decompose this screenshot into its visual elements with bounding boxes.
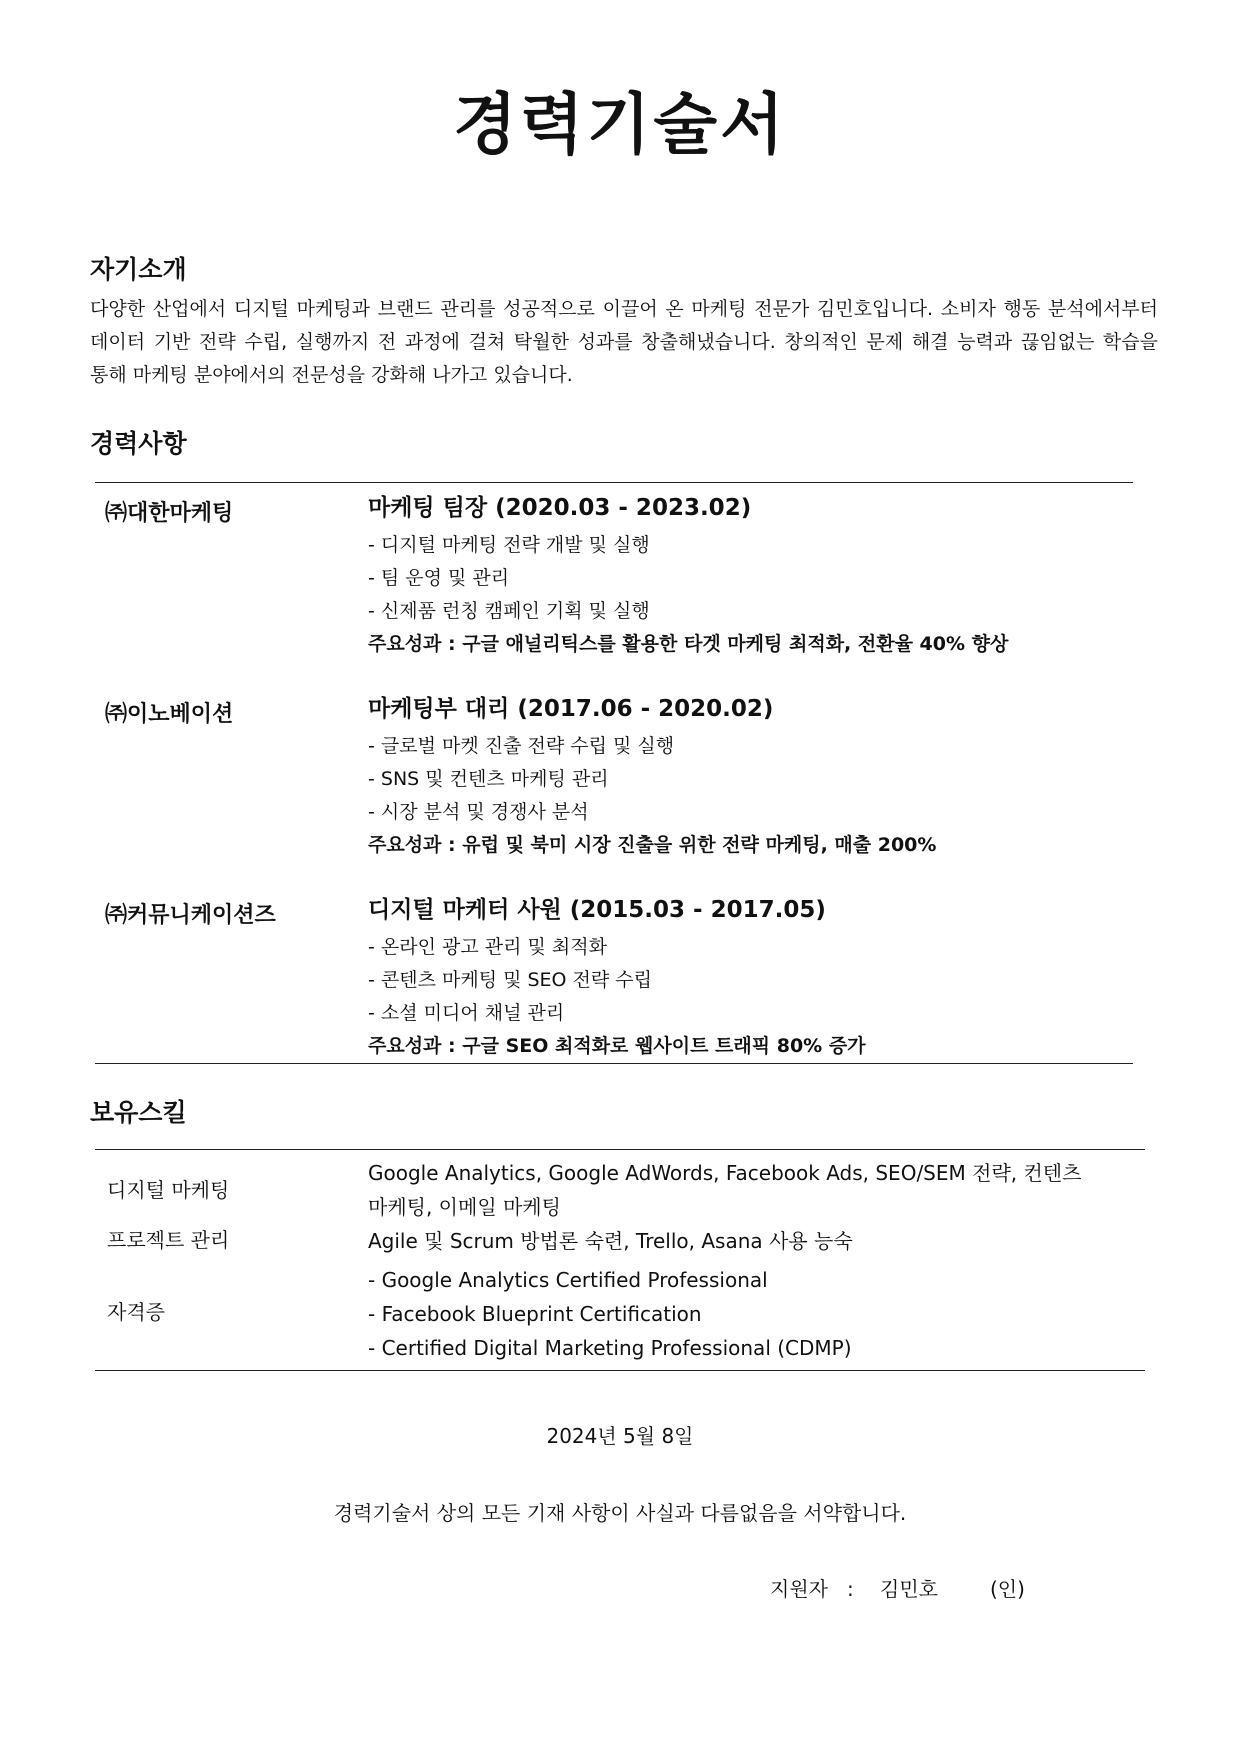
job-task: - 팀 운영 및 관리: [368, 567, 510, 589]
career-entry: [95, 688, 1145, 858]
certification-item: - Certified Digital Marketing Professional (CDMP): [368, 1336, 852, 1360]
skill-label: 자격증: [107, 1300, 165, 1324]
job-details: [368, 688, 1148, 862]
job-task: - 온라인 광고 관리 및 최적화: [368, 936, 607, 958]
job-task: - 시장 분석 및 경쟁사 분석: [368, 801, 589, 823]
career-table-bottom-border: [95, 1063, 1133, 1064]
career-heading: 경력사항: [90, 429, 187, 458]
document-title: 경력기술서: [453, 86, 787, 163]
skills-table-bottom-border: [95, 1370, 1145, 1371]
intro-heading: 자기소개: [90, 255, 187, 284]
job-details: [368, 487, 1148, 661]
skill-row: [95, 1224, 1150, 1262]
job-task: - 글로벌 마켓 진출 전략 수립 및 실행: [368, 735, 675, 757]
career-entry: [95, 889, 1145, 1059]
company-name: ㈜이노베이션: [105, 702, 234, 727]
job-task: - 디지털 마케팅 전략 개발 및 실행: [368, 534, 650, 556]
skill-value: Google Analytics, Google AdWords, Facebook Ads, SEO/SEM 전략, 컨텐츠 마케팅, 이메일 마케팅: [368, 1161, 1082, 1219]
job-title: 마케팅 팀장 (2020.03 - 2023.02): [368, 495, 752, 521]
job-task: - SNS 및 컨텐츠 마케팅 관리: [368, 768, 609, 790]
skills-table-top-border: [95, 1149, 1145, 1150]
career-entry: [95, 487, 1145, 657]
signature-separator: :: [847, 1577, 854, 1601]
job-achievement: 주요성과 : 구글 SEO 최적화로 웹사이트 트래픽 80% 증가: [368, 1035, 866, 1057]
job-details: [368, 889, 1148, 1063]
career-table-top-border: [95, 482, 1133, 483]
job-task: - 신제품 런칭 캠페인 기획 및 실행: [368, 600, 650, 622]
skill-label: 디지털 마케팅: [107, 1178, 230, 1202]
certification-item: - Facebook Blueprint Certification: [368, 1302, 702, 1326]
signature-label: 지원자: [770, 1577, 828, 1601]
job-task: - 소셜 미디어 채널 관리: [368, 1002, 565, 1024]
intro-text: 다양한 산업에서 디지털 마케팅과 브랜드 관리를 성공적으로 이끌어 온 마케팅 전문가 김민호입니다. 소비자 행동 분석에서부터 데이터 기반 전략 수립, 실행까지 전 과정에 걸쳐 탁월한 성과를 창출해냈습니다. 창의적인 문제 해결 능력과 끊임없는 학습을 통해 마케팅 분야에서의 전문성을 강화해 나가고 있습니다.: [90, 298, 1158, 386]
job-achievement: 주요성과 : 구글 애널리틱스를 활용한 타겟 마케팅 최적화, 전환율 40% 향상: [368, 633, 1009, 655]
document-date: 2024년 5월 8일: [546, 1424, 694, 1448]
skill-row: [95, 1154, 1150, 1228]
company-name: ㈜커뮤니케이션즈: [105, 903, 276, 928]
company-name: ㈜대한마케팅: [105, 501, 234, 526]
skill-row: [95, 1263, 1150, 1367]
certification-item: - Google Analytics Certified Professional: [368, 1268, 768, 1292]
applicant-name: 김민호: [880, 1577, 938, 1601]
job-title: 디지털 마케터 사원 (2015.03 - 2017.05): [368, 897, 826, 923]
job-achievement: 주요성과 : 유럽 및 북미 시장 진출을 위한 전략 마케팅, 매출 200%: [368, 834, 937, 856]
skill-label: 프로젝트 관리: [107, 1228, 230, 1252]
job-title: 마케팅부 대리 (2017.06 - 2020.02): [368, 696, 774, 722]
certification-list: [368, 1263, 1148, 1365]
skill-value: Agile 및 Scrum 방법론 숙련, Trello, Asana 사용 능숙: [368, 1229, 853, 1253]
skills-heading: 보유스킬: [90, 1098, 187, 1127]
pledge-statement: 경력기술서 상의 모든 기재 사항이 사실과 다름없음을 서약합니다.: [333, 1501, 907, 1525]
job-task: - 콘텐츠 마케팅 및 SEO 전략 수립: [368, 969, 653, 991]
seal-mark: (인): [990, 1577, 1025, 1601]
